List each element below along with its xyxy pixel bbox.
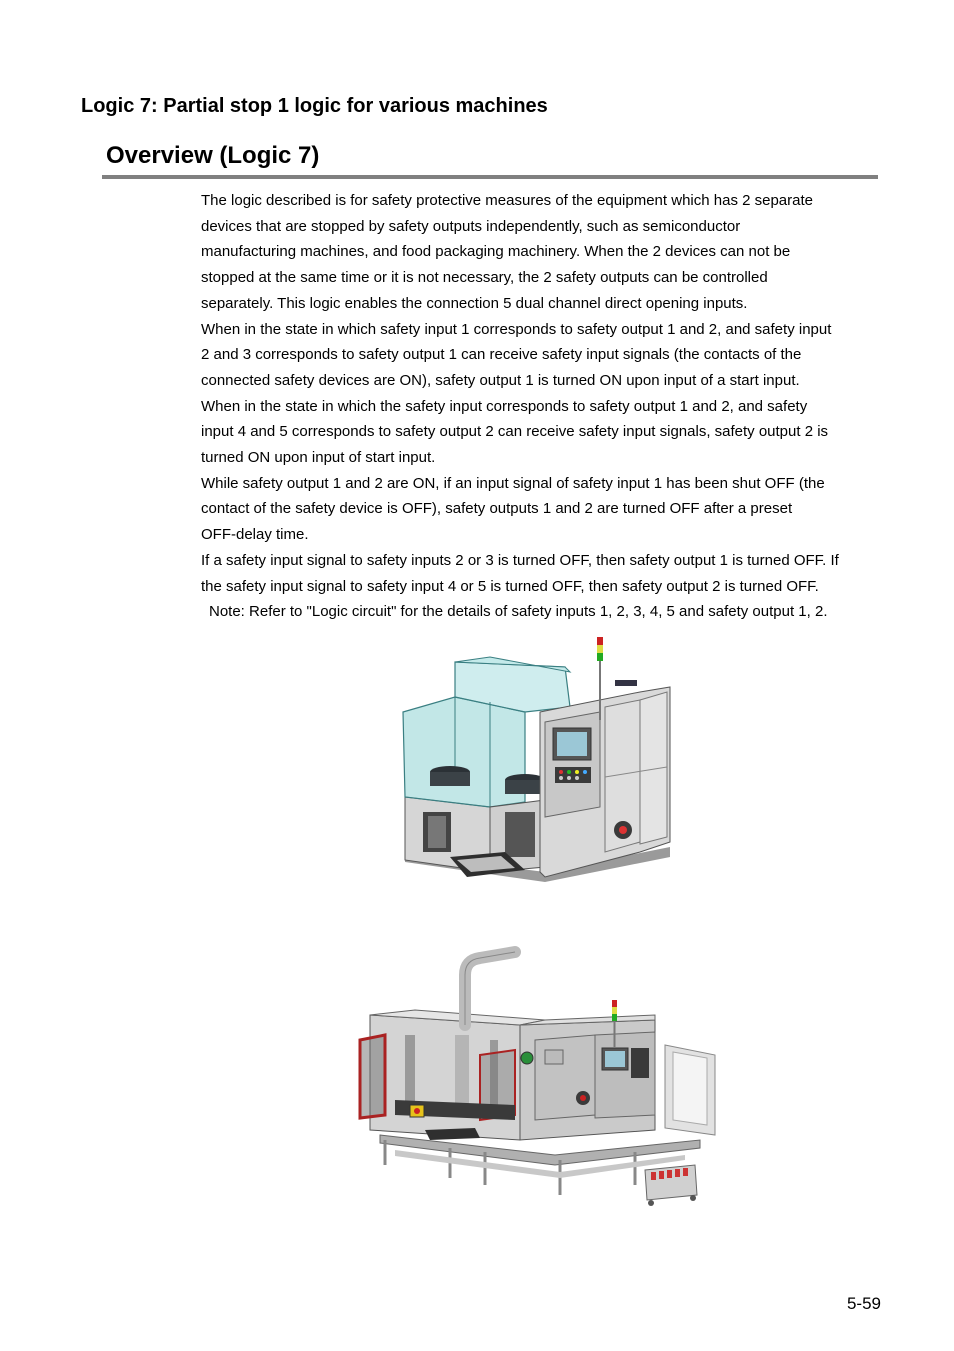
body-line: the safety input signal to safety input 4 or 5 is turned OFF, then safety output 2 is turned OFF. (201, 577, 819, 595)
body-line: contact of the safety device is OFF), safety outputs 1 and 2 are turned OFF after a preset (201, 500, 793, 518)
body-line: stopped at the same time or it is not necessary, the 2 safety outputs can be controlled (201, 269, 768, 287)
body-line: 2 and 3 corresponds to safety output 1 can receive safety input signals (the contacts of the (201, 346, 802, 364)
note-line: Note: Refer to "Logic circuit" for the details of safety inputs 1, 2, 3, 4, 5 and safety output 1, 2. (209, 603, 828, 621)
body-line: devices that are stopped by safety outputs independently, such as semiconductor (201, 217, 741, 235)
body-line: When in the state in which the safety input corresponds to safety output 1 and 2, and safety (201, 397, 808, 415)
body-line: OFF-delay time. (201, 526, 309, 544)
body-line: The logic described is for safety protective measures of the equipment which has 2 separate (201, 192, 813, 209)
body-line: connected safety devices are ON), safety output 1 is turned ON upon input of a start input. (201, 371, 800, 389)
packaging-machine-illustration (355, 940, 720, 1220)
title-divider (102, 175, 878, 179)
semiconductor-machine-illustration (395, 632, 680, 890)
body-line: When in the state in which safety input 1 corresponds to safety output 1 and 2, and safety input (201, 320, 832, 338)
section-title: Overview (Logic 7) (106, 142, 320, 169)
body-line: turned ON upon input of start input. (201, 449, 436, 467)
body-line: manufacturing machines, and food packaging machinery. When the 2 devices can not be (201, 243, 791, 261)
body-line: While safety output 1 and 2 are ON, if an input signal of safety input 1 has been shut OFF (the (201, 474, 825, 492)
body-line: If a safety input signal to safety inputs 2 or 3 is turned OFF, then safety output 1 is turned OFF. If (201, 551, 839, 569)
logic-heading: Logic 7: Partial stop 1 logic for various machines (81, 95, 548, 117)
body-line: separately. This logic enables the connection 5 dual channel direct opening inputs. (201, 294, 748, 312)
body-line: input 4 and 5 corresponds to safety output 2 can receive safety input signals, safety output 2 is (201, 423, 829, 441)
page-number: 5-59 (846, 1294, 881, 1313)
overview-body (201, 188, 881, 625)
